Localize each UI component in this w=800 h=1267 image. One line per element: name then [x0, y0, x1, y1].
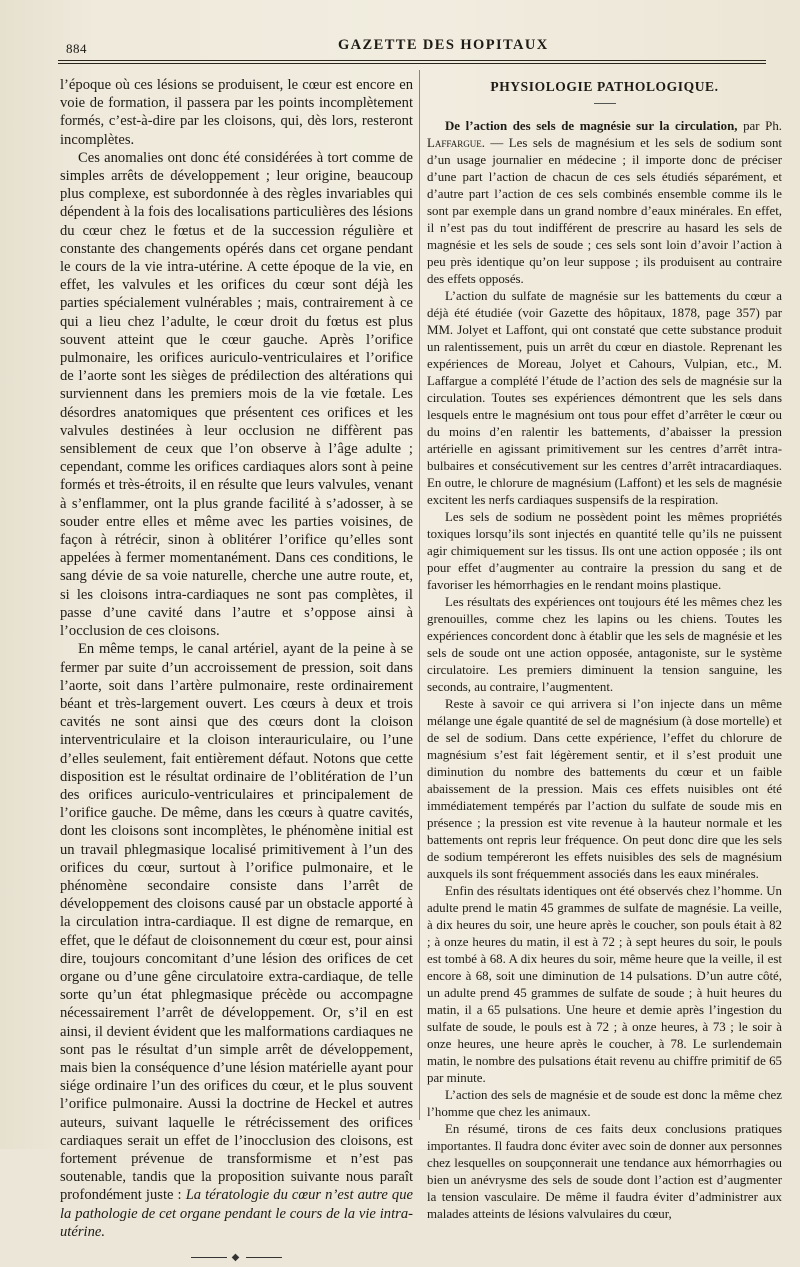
page-header	[58, 33, 764, 59]
column-divider	[419, 70, 420, 1120]
right-paragraph-4: Reste à savoir ce qui arrivera si l’on injecte dans un même mélange une égale quantité de sel de magnésium (à dose mortelle) et de sel de sodium. Dans cette expérience, l’effet du chlorure de magnésium s’est fait légèrement sentir, et il s’est produit une diminution du nombre des battements du cœur et un faible abaissement de la pression. Mais ces effets nuisibles ont été immédiatement tempérés par l’action du sulfate de soude mis en présence ; la pression est vite revenue à la hauteur normale et les battements ont repris leur fréquence. On peut donc dire que les sels de sodium tempéreront les effets nuisibles des sels de magnésium auxquels ils sont fréquemment associés dans les eaux minérales.	[427, 697, 782, 881]
section-title-rule	[594, 103, 616, 104]
left-column	[60, 76, 413, 1267]
journal-title: GAZETTE DES HOPITAUX	[338, 37, 549, 53]
conclusion-italic: La tératologie du cœur n’est autre que la pathologie de cet organe pendant le cours de la vie intra-utérine.	[60, 1187, 414, 1240]
article-lead	[427, 118, 782, 288]
right-paragraph-6: L’action des sels de magnésie et de soude est donc la même chez l’homme que chez les animaux.	[427, 1088, 782, 1119]
article-title: De l’action des sels de magnésie sur la circulation,	[445, 119, 738, 133]
author-name: Laffargue.	[427, 136, 485, 150]
section-title: PHYSIOLOGIE PATHOLOGIQUE.	[490, 79, 719, 94]
right-paragraph-1: L’action du sulfate de magnésie sur les battements du cœur a déjà été étudiée (voir Gazette des hôpitaux, 1878, page 357) par MM. Jolyet et Laffont, qui ont constaté que cette substance produit un ralentissement, puis un arrêt du cœur en diastole. Reprenant les expériences de Moreau, Jolyet et Cahours, Vulpian, etc., M. Laffargue a complété l’étude de l’action des sels de magnésie sur la circulation. Toutes ses expériences démontrent que les sels dans lesquels entre le magnésium ont tous pour effet d’arrêter le cœur ou du moins d’en ralentir les battements, d’abaisser la pression artérielle en agissant primitivement sur les centres d’arrêt intra-bulbaires et consécutivement sur les centres d’arrêt intracardiaques. En outre, le chlorure de magnésium (Laffont) et les sels de magnésie excitent les nerfs cardiaques suspensifs de la respiration.	[427, 289, 782, 507]
left-paragraph-1: l’époque où ces lésions se produisent, le cœur est encore en voie de formation, il passera par les points incomplètement formés, c’est-à-dire par les cloisons, qui, dès lors, resteront incomplètes.	[60, 77, 413, 148]
page-number: 884	[66, 41, 87, 56]
right-paragraph-2: Les sels de sodium ne possèdent point les mêmes propriétés toxiques lorsqu’ils sont injectés en quantité telle qu’ils ne puissent agir chimiquement sur les tissus. Ils ont une action opposée ; ils ont pour effet d’augmenter au contraire la pression du sang et de favoriser les hémorrhagies en le rendant moins plastique.	[427, 510, 782, 592]
lead-paragraph: — Les sels de magnésium et les sels de sodium sont d’un usage journalier en médecine ; il importe donc de préciser d’une part l’action de chacun de ces sels étudiés séparément, et d’autre part l’action de ces sels combinés ensemble comme ils le sont par exemple dans un grand nombre d’eaux minérales. En effet, il n’est pas du tout indifférent de prescrire au hasard les sels de magnésie et les sels de soude ; ces sels sont loin d’avoir l’action à peu près identique qu’on leur suppose ; ils produisent au contraire des effets opposés.	[427, 136, 782, 286]
right-paragraph-7: En résumé, tirons de ces faits deux conclusions pratiques importantes. Il faudra donc éviter avec soin de donner aux personnes chez lesquelles on soupçonnerait une tendance aux hémorrhagies ou bien un anévrysme des sels de soude dont l’action est d’augmenter la tension vasculaire. De même il faudra éviter d’administrer aux malades atteints de lésions valvulaires du cœur,	[427, 1122, 782, 1221]
right-paragraph-3: Les résultats des expériences ont toujours été les mêmes chez les grenouilles, comme chez les lapins ou les chiens. Toutes les expériences concordent donc à établir que les sels de magnésie et les sels de soude ont une action opposée, antagoniste, sur le système circulatoire. Les premiers diminuent la tension sanguine, les seconds, au contraire, l’augmentent.	[427, 595, 782, 694]
right-column	[427, 76, 782, 1223]
left-paragraph-2: Ces anomalies ont donc été considérées à tort comme de simples arrêts de développement ; leur origine, beaucoup plus complexe, est subordonnée à des règles invariables qui dépendent à la fois des localisations particulières des lésions du cœur chez le fœtus et de la succession régulière et constante des changements opérés dans cet organe pendant le cours de la vie intra-utérine. A cette époque de la vie, en effet, les valvules et les orifices du cœur sont déjà les parties spécialement vulnérables ; mais, contrairement à ce qui a lieu chez l’adulte, le cœur droit du fœtus est plus souvent atteint que le cœur gauche. Après l’orifice pulmonaire, les orifices auriculo-ventriculaires et l’orifice de l’aorte sont les sièges de prédilection des altérations qui surviennent dans les premiers mois de la vie fœtale. Les désordres anatomiques que présentent ces orifices et les valvules destinées à leur occlusion ne diffèrent pas sensiblement de ceux que l’on observe à l’âge adulte ; cependant, comme les orifices cardiaques alors sont à peine formés et très-étroits, il en résulte que leurs valvules, venant à s’enflammer, ont la plus grande facilité à s’adosser, à se souder entre elles et même avec les parties voisines, de façon à rétrécir, sinon à oblitérer l’orifice qu’elles sont appelées à fermer momentanément. Dans ces conditions, le sang dévie de sa voie naturelle, cherche une autre route, et, si les cloisons intra-cardiaques ne sont pas complètes, il passe d’une cavité dans l’autre et s’oppose ainsi à l’occlusion de ces cloisons.	[60, 149, 413, 640]
left-paragraph-3	[60, 640, 413, 1241]
right-paragraph-5: Enfin des résultats identiques ont été observés chez l’homme. Un adulte prend le matin 45 grammes de sulfate de magnésie. La veille, à dix heures du soir, une heure après le coucher, son pouls était à 82 ; à onze heures du matin, il est à 72 ; à sept heures du soir, le pouls est tombé à 68. A dix heures du soir, même heure que la veille, il est encore à 68, soit une diminution de 14 pulsations. D’un autre côté, un adulte prend 45 grammes de sulfate de soude ; à huit heures du matin, il a 65 pulsations. Une heure et demie après l’ingestion du sulfate de soude, le pouls est à 72 ; à onze heures, à 73 ; le soir à onze heures, une heure après le coucher, à 78. Le surlendemain matin, le nombre des pulsations était revenu au chiffre primitif de 65 par minute.	[427, 884, 782, 1085]
left-paragraph-3-text: En même temps, le canal artériel, ayant de la peine à se fermer par suite d’un accroissement de pression, soit dans l’aorte, soit dans l’artère pulmonaire, reste ordinairement béant et très-largement ouvert. Les cœurs à deux et trois cavités ne sont ainsi que des cœurs dont la cloison interventriculaire et la cloison interauriculaire, ou l’une d’elles seulement, fait entièrement défaut. Notons que cette disposition est le résultat ordinaire de l’oblitération de l’un des orifices auriculo-ventriculaires et principalement de l’orifice gauche. De même, dans les cœurs à quatre cavités, dont les cloisons sont incomplètes, le phénomène initial est un travail phlegmasique localisé primitivement à l’un des orifices du cœur, surtout à l’orifice pulmonaire, et le phénomène secondaire consiste dans l’arrêt de développement des cloisons causé par un obstacle apporté à la circulation intra-cardiaque. Il est digne de remarque, en effet, que le défaut de cloisonnement du cœur est, pour ainsi dire, toujours concomitant d’une lésion des orifices de cet organe ou d’une gêne circulatoire extra-cardiaque, de telle sorte qu’un état phlegmasique précède ou accompagne nécessairement l’arrêt de développement. Or, s’il en est ainsi, il devient évident que les malformations cardiaques ne sont pas le résultat d’un simple arrêt de développement, mais bien la conséquence d’une lésion matérielle ayant pour siége ordinaire l’un des orifices du cœur, et le plus souvent l’orifice pulmonaire. Aussi la doctrine de Heckel et autres auteurs, suivant laquelle le rétrécissement des orifices cardiaques serait un effet de l’inocclusion des cloisons, est fortement prévenue de transformisme et n’est pas soutenable, tandis que la proposition suivante nous paraît profondément juste :	[60, 641, 413, 1204]
end-ornament: ◆	[60, 1249, 413, 1267]
byline-prefix: par Ph.	[743, 119, 782, 133]
header-rule	[58, 60, 766, 64]
